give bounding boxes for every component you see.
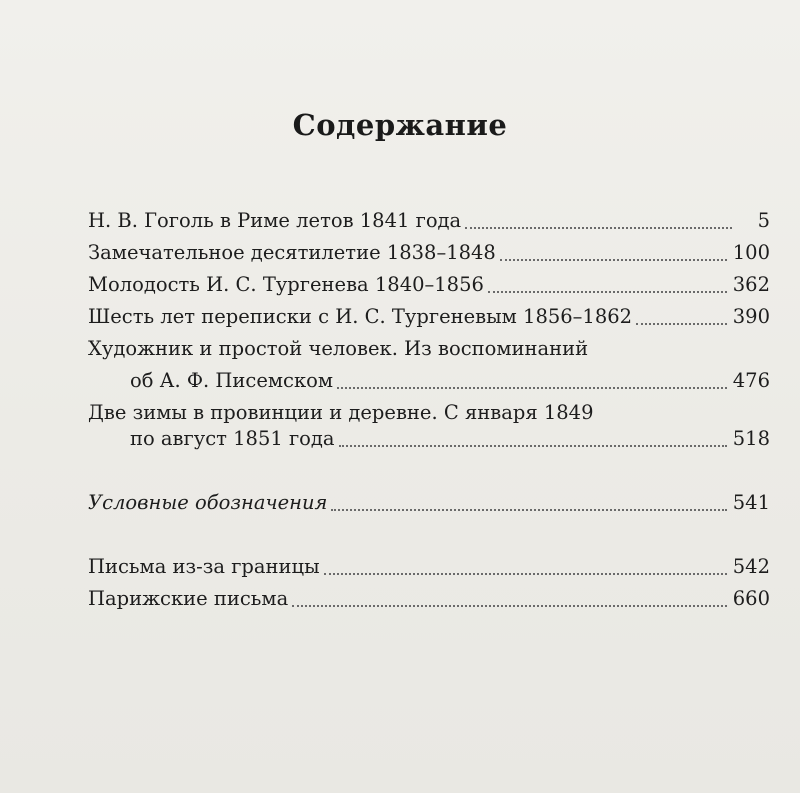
toc-entry-title: Замечательное десятилетие 1838–1848 [88,241,496,264]
dot-leader [337,387,727,389]
toc-entry-title: Условные обозначения [88,491,328,514]
page-title: Содержание [292,108,508,142]
dot-leader [465,227,732,229]
toc-entry[interactable] [88,424,770,454]
dot-leader [500,259,727,261]
toc-entry-page: 542 [732,555,770,578]
toc-entry-title: по август 1851 года [130,427,335,450]
toc-entry[interactable] [88,302,770,332]
toc-entry-page: 100 [732,241,770,264]
toc-entry-page: 362 [732,273,770,296]
toc-entry[interactable] [88,366,770,396]
toc-entry[interactable] [88,552,770,582]
toc-entry[interactable] [88,238,770,268]
toc-entry-title: Молодость И. С. Тургенева 1840–1856 [88,273,484,296]
toc-entry-title: Н. В. Гоголь в Риме летов 1841 года [88,209,462,232]
dot-leader [636,323,727,325]
toc-entry[interactable] [88,584,770,614]
toc-entry[interactable] [88,206,770,236]
toc-entry-page: 476 [732,369,770,392]
toc-entry-page: 660 [732,587,770,610]
toc-entry-page: 390 [732,305,770,328]
dot-leader [331,509,726,511]
dot-leader [324,573,727,575]
toc-entry-title: Парижские письма [88,587,289,610]
toc-entry[interactable] [88,488,770,518]
dot-leader [488,291,727,293]
toc-entry[interactable] [88,270,770,300]
dot-leader [292,605,727,607]
toc-entry-title: об А. Ф. Писемском [130,369,334,392]
toc-entry-page: 541 [732,491,770,514]
toc-entry-title: Письма из-за границы [88,555,320,578]
toc-entry-page: 518 [732,427,770,450]
toc-entry-title-line-1: Две зимы в провинции и деревне. С января 1849 [88,401,594,424]
dot-leader [339,445,727,447]
toc-entry-page: 5 [757,209,770,232]
toc-entry-title: Шесть лет переписки с И. С. Тургеневым 1856–1862 [88,305,633,328]
toc-entry-title-line-1: Художник и простой человек. Из воспоминаний [88,337,589,360]
